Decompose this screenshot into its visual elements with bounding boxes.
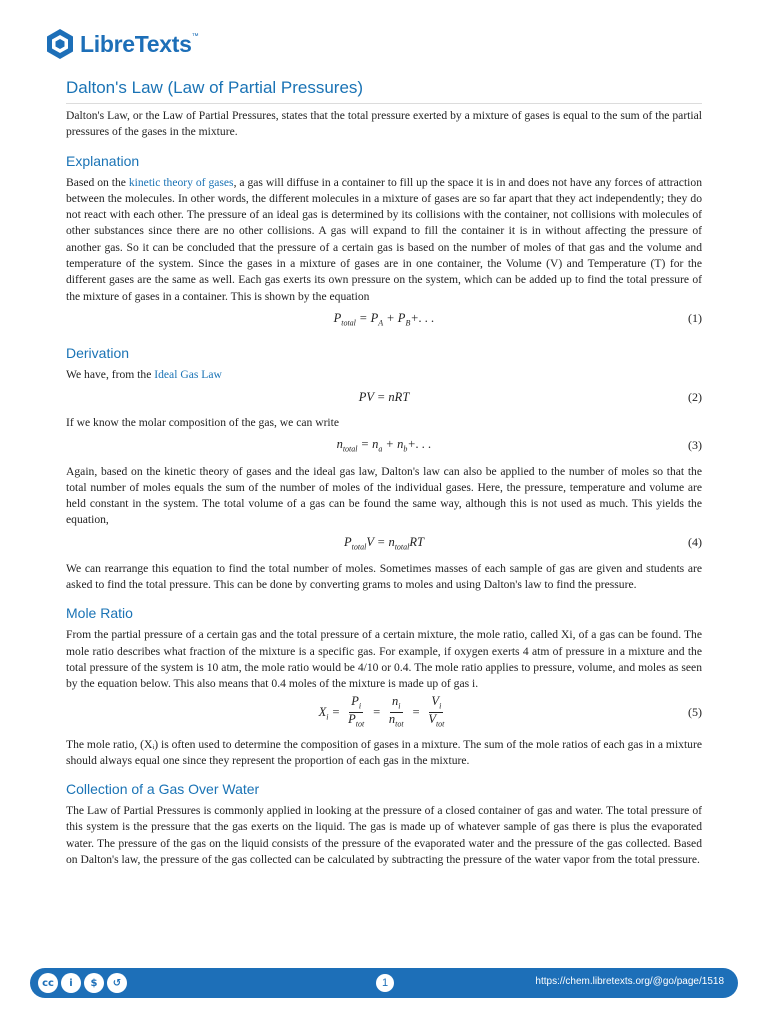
ideal-gas-law-link[interactable]: Ideal Gas Law — [154, 367, 222, 381]
derivation-paragraph-2: If we know the molar composition of the gas, we can write — [66, 416, 340, 430]
mole-ratio-paragraph-1: From the partial pressure of a certain gas and the total pressure of a certain mixture, the mole ratio, called Xi, of a gas can be found. The mole ratio describes what fraction of the mixture is a specific gas. For example, if oxygen exerts 4 atm of pressure in a mixture and the total pressure of the system is 10 atm, the mole ratio would be 4/10 or 0.4. The mole ratio applies to pressure, volume, and moles as seen by the equation below. This also means that 0.4 moles of the mixture is made up of gas i. — [66, 628, 702, 691]
brand-name[interactable]: LibreTexts™ — [80, 30, 199, 57]
sa-icon: ↺ — [107, 973, 127, 993]
page-footer — [30, 968, 738, 998]
explanation-paragraph: Based on the kinetic theory of gases, a gas will diffuse in a container to fill up the space it is in and does not have any forces of attraction between the molecules. In other words, the different molecules in a mixture of gases are so far apart that they act independently; they do not react with each other. The pressure of an ideal gas is determined by its collisions with the container, not collisions with molecules of other substances since there are no other collisions. A gas will expand to fill the container it is in without affecting the pressure of another gas. So it can be concluded that the pressure of a certain gas is based on the number of moles of that gas and the volume and temperature of the system. Since the gases in a mixture of gases are in one container, the Volume (V) and Temperature (T) for the different gases are the same as well. Each gas exerts its own pressure on the system, which can be added up to find the total pressure of the mixture of gases in a container. This is shown by the equation — [66, 175, 702, 303]
derivation-paragraph-4: We can rearrange this equation to find the total number of moles. Sometimes masses of each sample of gas are given and students are asked to find the total pressure. This can be done by converting grams to moles and using Dalton's law to find the pressure. — [66, 561, 702, 592]
kinetic-theory-link[interactable]: kinetic theory of gases — [128, 175, 234, 189]
nc-icon: $ — [84, 973, 104, 993]
by-icon: i — [61, 973, 81, 993]
equation-2: PV = nRT (2) — [358, 389, 702, 404]
page-title: Dalton's Law (Law of Partial Pressures) — [66, 78, 702, 104]
intro-paragraph: Dalton's Law, or the Law of Partial Pressures, states that the total pressure exerted by a mixture of gases is equal to the sum of the partial pressures of the gases in the mixture. — [66, 109, 702, 139]
equation-3: $n_{total} = n_a + n_b+$. . . (3) — [336, 437, 702, 454]
mole-ratio-paragraph-2: The mole ratio, (Xᵢ) is often used to determine the composition of gases in a mixture. The sum of the mole ratios of each gas in a mixture should always equal one since they represent the proportion of each gas in the mixture. — [66, 737, 702, 767]
derivation-paragraph-1: We have, from the Ideal Gas Law — [66, 367, 222, 381]
explanation-heading: Explanation — [66, 152, 140, 169]
site-header — [44, 24, 198, 64]
collection-paragraph: The Law of Partial Pressures is commonly applied in looking at the pressure of a closed container of gas and water. The total pressure of this system is the pressure that the gas exerts on the liquid. The gas is made up of whatever sample of gas there is plus the evaporated water. The pressure of the gas on the liquid consists of the pressure of the evaporated water and the pressure of the gas collected. Based on Dalton's law, the pressure of the gas collected can be calculated by subtracting the pressure of the water vapor from the total pressure. — [66, 804, 702, 867]
equation-1: $P_{total} = P_A + P_B+$. . . (1) — [333, 310, 702, 328]
equation-number: (3) — [688, 438, 702, 453]
page-url[interactable]: https://chem.libretexts.org/@go/page/1518 — [535, 976, 724, 987]
mole-ratio-heading: Mole Ratio — [66, 605, 133, 622]
libretexts-logo-icon[interactable] — [44, 28, 76, 60]
page-content — [66, 78, 702, 868]
cc-icon: cc — [38, 973, 58, 993]
license-badges[interactable] — [38, 973, 127, 993]
equation-number: (2) — [688, 389, 702, 404]
collection-heading: Collection of a Gas Over Water — [66, 781, 260, 798]
derivation-heading: Derivation — [66, 344, 130, 361]
equation-number: (1) — [688, 311, 702, 326]
derivation-paragraph-3: Again, based on the kinetic theory of gases and the ideal gas law, Dalton's law can also be applied to the number of moles so that the total number of moles equals the sum of the number of moles of the individual gases. Here, the pressure, temperature and volume are held constant in the system. The total volume of a gas can be found the same way, although this is not used as much. This yields the equation, — [66, 464, 702, 527]
equation-number: (5) — [688, 705, 702, 720]
equation-5: $X_i$ = $\frac{P_i}{P_{tot}}$ = $\frac{n_i}{n_{tot}}$ = $\frac{V_i}{V_{tot}}$ (5) — [318, 693, 702, 729]
equation-number: (4) — [688, 535, 702, 550]
page-number: 1 — [376, 974, 394, 992]
equation-4: $P_{total}V = n_{total}RT$ (4) — [344, 534, 702, 551]
